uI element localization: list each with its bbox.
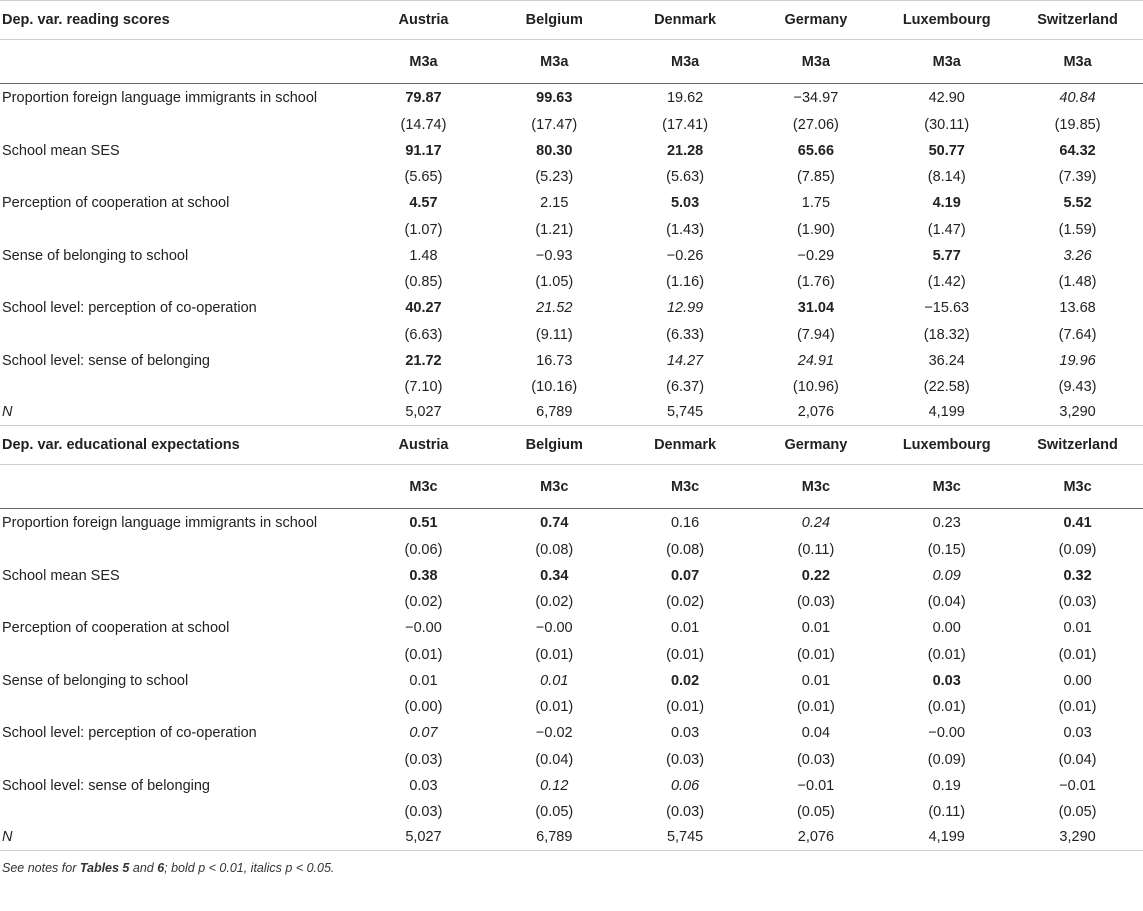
standard-error-cell: (0.11) bbox=[797, 541, 835, 558]
coefficient-cell: 91.17 bbox=[405, 142, 442, 159]
row-label: School mean SES bbox=[2, 567, 120, 584]
coefficient-cell: −34.97 bbox=[793, 90, 839, 107]
standard-error-cell: (0.03) bbox=[666, 751, 705, 768]
standard-error-cell: (7.39) bbox=[1058, 169, 1097, 185]
standard-error-cell: (1.47) bbox=[927, 221, 966, 238]
coefficient-cell: 5.03 bbox=[670, 195, 700, 212]
coefficient-cell: 0.12 bbox=[540, 777, 569, 794]
standard-error-cell: (18.32) bbox=[923, 326, 970, 343]
standard-error-cell: (6.37) bbox=[666, 379, 705, 395]
coefficient-cell: 2.15 bbox=[540, 195, 569, 212]
n-cell: 4,199 bbox=[881, 824, 1012, 851]
standard-error-cell: (7.64) bbox=[1058, 326, 1097, 343]
n-cell: 6,789 bbox=[489, 824, 620, 851]
country-header: Belgium bbox=[489, 426, 620, 465]
coefficient-cell: 0.38 bbox=[409, 567, 438, 584]
standard-error-cell: (0.15) bbox=[927, 541, 966, 558]
coefficient-cell: 24.91 bbox=[797, 352, 835, 369]
standard-error-cell: (1.59) bbox=[1058, 221, 1097, 238]
standard-error-cell: (8.14) bbox=[927, 169, 966, 185]
panel1-n-row bbox=[0, 399, 1143, 426]
coefficient-cell: 36.24 bbox=[928, 352, 965, 369]
standard-error-cell: (0.08) bbox=[535, 541, 574, 558]
table-row-se bbox=[0, 643, 1143, 667]
standard-error-cell: (1.43) bbox=[666, 221, 705, 238]
panel1-header-models bbox=[0, 40, 1143, 84]
standard-error-cell: (0.04) bbox=[535, 751, 574, 768]
coefficient-cell: 0.01 bbox=[801, 672, 831, 689]
footnote-mid: and bbox=[129, 861, 158, 875]
table-row-se bbox=[0, 748, 1143, 772]
standard-error-cell: (7.10) bbox=[404, 379, 443, 395]
coefficient-cell: 0.02 bbox=[670, 672, 700, 689]
se-label-spacer bbox=[0, 113, 358, 137]
n-cell: 5,745 bbox=[620, 399, 751, 426]
coefficient-cell: 0.03 bbox=[670, 725, 700, 742]
standard-error-cell: (0.05) bbox=[796, 804, 835, 820]
coefficient-cell: −0.26 bbox=[666, 247, 704, 264]
coefficient-cell: 13.68 bbox=[1059, 300, 1096, 317]
coefficient-cell: −0.01 bbox=[1059, 777, 1096, 794]
coefficient-cell: 5.77 bbox=[932, 247, 961, 264]
n-cell: 5,027 bbox=[358, 399, 489, 426]
se-label-spacer bbox=[0, 165, 358, 189]
n-cell: 4,199 bbox=[881, 399, 1012, 426]
table-row-se bbox=[0, 695, 1143, 719]
table-row bbox=[0, 84, 1143, 113]
table-row bbox=[0, 719, 1143, 748]
coefficient-cell: 0.19 bbox=[932, 777, 961, 794]
coefficient-cell: 1.75 bbox=[801, 195, 831, 212]
country-header: Switzerland bbox=[1012, 1, 1143, 40]
se-label-spacer bbox=[0, 218, 358, 242]
n-label: N bbox=[0, 399, 358, 426]
standard-error-cell: (0.08) bbox=[666, 541, 705, 558]
model-header: M3c bbox=[881, 465, 1012, 509]
country-header: Luxembourg bbox=[881, 1, 1012, 40]
coefficient-cell: 42.90 bbox=[928, 90, 965, 107]
coefficient-cell: 19.62 bbox=[666, 90, 704, 107]
coefficient-cell: 0.24 bbox=[801, 515, 831, 532]
coefficient-cell: 0.00 bbox=[1063, 672, 1092, 689]
coefficient-cell: 1.48 bbox=[409, 247, 438, 264]
standard-error-cell: (5.65) bbox=[404, 169, 443, 185]
se-label-spacer bbox=[0, 800, 358, 824]
se-label-spacer bbox=[0, 375, 358, 399]
table-row-se bbox=[0, 590, 1143, 614]
se-label-spacer bbox=[0, 538, 358, 562]
model-header: M3a bbox=[751, 40, 882, 84]
coefficient-cell: 64.32 bbox=[1059, 142, 1096, 159]
standard-error-cell: (1.07) bbox=[404, 221, 443, 238]
coefficient-cell: 0.51 bbox=[409, 515, 438, 532]
model-header: M3a bbox=[358, 40, 489, 84]
n-cell: 5,745 bbox=[620, 824, 751, 851]
coefficient-cell: 0.07 bbox=[670, 567, 700, 584]
standard-error-cell: (0.01) bbox=[1058, 699, 1097, 715]
standard-error-cell: (1.90) bbox=[796, 221, 835, 238]
coefficient-cell: −0.02 bbox=[535, 725, 573, 742]
se-label-spacer bbox=[0, 270, 358, 294]
n-cell: 2,076 bbox=[751, 399, 882, 426]
standard-error-cell: (0.02) bbox=[535, 594, 574, 610]
model-header: M3c bbox=[489, 465, 620, 509]
row-label: School level: perception of co-operation bbox=[2, 300, 257, 317]
standard-error-cell: (0.02) bbox=[666, 594, 705, 610]
standard-error-cell: (27.06) bbox=[792, 116, 839, 133]
table-row-se bbox=[0, 165, 1143, 189]
coefficient-cell: −0.00 bbox=[405, 620, 442, 637]
coefficient-cell: −0.29 bbox=[797, 247, 835, 264]
country-header: Denmark bbox=[620, 1, 751, 40]
n-label: N bbox=[0, 824, 358, 851]
table-row-se bbox=[0, 800, 1143, 824]
n-cell: 3,290 bbox=[1012, 399, 1143, 426]
coefficient-cell: 12.99 bbox=[666, 300, 704, 317]
standard-error-cell: (0.01) bbox=[796, 646, 835, 663]
table-row bbox=[0, 667, 1143, 696]
standard-error-cell: (6.33) bbox=[666, 326, 705, 343]
model-header: M3c bbox=[358, 465, 489, 509]
standard-error-cell: (0.11) bbox=[928, 804, 966, 820]
table-row bbox=[0, 242, 1143, 271]
coefficient-cell: 0.03 bbox=[932, 672, 961, 689]
country-header: Austria bbox=[358, 1, 489, 40]
coefficient-cell: −0.01 bbox=[797, 777, 835, 794]
model-header-spacer bbox=[0, 40, 358, 84]
table-row bbox=[0, 189, 1143, 218]
table-row bbox=[0, 614, 1143, 643]
coefficient-cell: 14.27 bbox=[666, 352, 704, 369]
row-label: Perception of cooperation at school bbox=[2, 195, 230, 212]
coefficient-cell: 0.22 bbox=[801, 567, 831, 584]
standard-error-cell: (0.01) bbox=[535, 646, 574, 663]
panel2-header-models bbox=[0, 465, 1143, 509]
panel1-title: Dep. var. reading scores bbox=[0, 1, 358, 40]
coefficient-cell: 31.04 bbox=[797, 300, 835, 317]
standard-error-cell: (0.03) bbox=[666, 804, 705, 820]
standard-error-cell: (1.48) bbox=[1058, 274, 1097, 290]
coefficient-cell: 80.30 bbox=[536, 142, 573, 159]
footnote-ref-table6[interactable]: 6 bbox=[157, 861, 165, 875]
standard-error-cell: (0.06) bbox=[404, 541, 443, 558]
standard-error-cell: (0.03) bbox=[404, 804, 443, 820]
standard-error-cell: (0.04) bbox=[1058, 751, 1097, 768]
standard-error-cell: (0.85) bbox=[404, 274, 443, 290]
coefficient-cell: −0.00 bbox=[928, 725, 966, 742]
model-header: M3c bbox=[620, 465, 751, 509]
standard-error-cell: (0.05) bbox=[535, 804, 574, 820]
standard-error-cell: (0.00) bbox=[404, 699, 443, 715]
standard-error-cell: (17.47) bbox=[531, 116, 578, 133]
se-label-spacer bbox=[0, 748, 358, 772]
standard-error-cell: (7.94) bbox=[796, 326, 835, 343]
n-cell: 2,076 bbox=[751, 824, 882, 851]
coefficient-cell: 0.07 bbox=[409, 725, 438, 742]
standard-error-cell: (0.01) bbox=[666, 646, 705, 663]
coefficient-cell: 0.04 bbox=[801, 725, 831, 742]
standard-error-cell: (10.96) bbox=[792, 379, 839, 395]
coefficient-cell: 3.26 bbox=[1063, 247, 1092, 264]
model-header: M3c bbox=[1012, 465, 1143, 509]
model-header: M3c bbox=[751, 465, 882, 509]
coefficient-cell: 65.66 bbox=[797, 142, 835, 159]
coefficient-cell: 0.34 bbox=[540, 567, 569, 584]
country-header: Belgium bbox=[489, 1, 620, 40]
model-header: M3a bbox=[620, 40, 751, 84]
row-label: Sense of belonging to school bbox=[2, 672, 189, 689]
standard-error-cell: (0.01) bbox=[404, 646, 443, 663]
table-footnote bbox=[2, 861, 334, 875]
standard-error-cell: (0.01) bbox=[535, 699, 574, 715]
table-row-se bbox=[0, 538, 1143, 562]
standard-error-cell: (30.11) bbox=[924, 116, 970, 133]
table-row-se bbox=[0, 218, 1143, 242]
standard-error-cell: (10.16) bbox=[531, 379, 578, 395]
coefficient-cell: 0.03 bbox=[409, 777, 438, 794]
country-header: Denmark bbox=[620, 426, 751, 465]
standard-error-cell: (1.42) bbox=[927, 274, 966, 290]
table-row bbox=[0, 509, 1143, 538]
table-row bbox=[0, 294, 1143, 323]
country-header: Austria bbox=[358, 426, 489, 465]
row-label: School level: sense of belonging bbox=[2, 352, 210, 369]
standard-error-cell: (0.02) bbox=[404, 594, 443, 610]
coefficient-cell: 0.09 bbox=[932, 567, 961, 584]
se-label-spacer bbox=[0, 643, 358, 667]
standard-error-cell: (5.23) bbox=[535, 169, 574, 185]
country-header: Switzerland bbox=[1012, 426, 1143, 465]
coefficient-cell: 0.23 bbox=[932, 515, 961, 532]
coefficient-cell: 0.32 bbox=[1063, 567, 1092, 584]
standard-error-cell: (1.05) bbox=[535, 274, 574, 290]
coefficient-cell: 0.01 bbox=[801, 620, 831, 637]
country-header: Luxembourg bbox=[881, 426, 1012, 465]
standard-error-cell: (7.85) bbox=[796, 169, 835, 185]
coefficient-cell: 4.19 bbox=[932, 195, 961, 212]
table-row bbox=[0, 347, 1143, 376]
standard-error-cell: (5.63) bbox=[666, 169, 705, 185]
footnote-ref-table5[interactable]: Tables 5 bbox=[79, 861, 130, 875]
coefficient-cell: 99.63 bbox=[536, 90, 573, 107]
n-cell: 5,027 bbox=[358, 824, 489, 851]
standard-error-cell: (1.16) bbox=[666, 274, 705, 290]
country-header: Germany bbox=[751, 426, 882, 465]
coefficient-cell: −15.63 bbox=[924, 300, 970, 317]
standard-error-cell: (0.09) bbox=[1058, 541, 1097, 558]
coefficient-cell: 0.74 bbox=[540, 515, 569, 532]
row-label: Proportion foreign language immigrants in school bbox=[2, 515, 318, 532]
country-header: Germany bbox=[751, 1, 882, 40]
coefficient-cell: 4.57 bbox=[409, 195, 438, 212]
row-label: School level: sense of belonging bbox=[2, 777, 210, 794]
model-header-spacer bbox=[0, 465, 358, 509]
standard-error-cell: (0.01) bbox=[796, 699, 835, 715]
coefficient-cell: −0.00 bbox=[535, 620, 573, 637]
n-cell: 6,789 bbox=[489, 399, 620, 426]
row-label: School level: perception of co-operation bbox=[2, 725, 257, 742]
coefficient-cell: −0.93 bbox=[535, 247, 573, 264]
standard-error-cell: (0.01) bbox=[1058, 646, 1097, 663]
standard-error-cell: (0.01) bbox=[927, 646, 966, 663]
standard-error-cell: (6.63) bbox=[404, 326, 443, 343]
footnote-prefix: See notes for bbox=[2, 861, 80, 875]
standard-error-cell: (0.01) bbox=[927, 699, 966, 715]
coefficient-cell: 21.28 bbox=[666, 142, 704, 159]
model-header: M3a bbox=[1012, 40, 1143, 84]
coefficient-cell: 40.84 bbox=[1059, 90, 1096, 107]
standard-error-cell: (0.03) bbox=[796, 751, 835, 768]
standard-error-cell: (1.76) bbox=[796, 274, 835, 290]
se-label-spacer bbox=[0, 695, 358, 719]
coefficient-cell: 0.00 bbox=[932, 620, 961, 637]
se-label-spacer bbox=[0, 323, 358, 347]
row-label: Proportion foreign language immigrants in school bbox=[2, 90, 318, 107]
table-row bbox=[0, 562, 1143, 591]
coefficient-cell: 0.16 bbox=[670, 515, 700, 532]
coefficient-cell: 0.01 bbox=[540, 672, 569, 689]
coefficient-cell: 19.96 bbox=[1059, 352, 1096, 369]
coefficient-cell: 5.52 bbox=[1063, 195, 1092, 212]
se-label-spacer bbox=[0, 590, 358, 614]
panel2-title: Dep. var. educational expectations bbox=[0, 426, 358, 465]
table-row-se bbox=[0, 113, 1143, 137]
standard-error-cell: (0.03) bbox=[404, 751, 443, 768]
row-label: Perception of cooperation at school bbox=[2, 620, 230, 637]
table-row-se bbox=[0, 270, 1143, 294]
standard-error-cell: (0.03) bbox=[1058, 594, 1097, 610]
coefficient-cell: 0.01 bbox=[409, 672, 438, 689]
coefficient-cell: 0.03 bbox=[1063, 725, 1092, 742]
standard-error-cell: (1.21) bbox=[535, 221, 574, 238]
n-cell: 3,290 bbox=[1012, 824, 1143, 851]
panel2-header-countries bbox=[0, 426, 1143, 465]
standard-error-cell: (0.01) bbox=[666, 699, 705, 715]
model-header: M3a bbox=[881, 40, 1012, 84]
coefficient-cell: 79.87 bbox=[405, 90, 442, 107]
standard-error-cell: (0.09) bbox=[927, 751, 966, 768]
panel1-header-countries bbox=[0, 1, 1143, 40]
coefficient-cell: 21.52 bbox=[536, 300, 573, 317]
footnote-suffix: ; bold p < 0.01, italics p < 0.05. bbox=[164, 861, 335, 875]
table-row-se bbox=[0, 323, 1143, 347]
coefficient-cell: 21.72 bbox=[405, 352, 442, 369]
panel2-n-row bbox=[0, 824, 1143, 851]
coefficient-cell: 0.06 bbox=[670, 777, 700, 794]
standard-error-cell: (9.11) bbox=[535, 326, 573, 343]
coefficient-cell: 50.77 bbox=[928, 142, 965, 159]
coefficient-cell: 0.01 bbox=[1063, 620, 1092, 637]
standard-error-cell: (19.85) bbox=[1054, 116, 1101, 133]
row-label: School mean SES bbox=[2, 142, 120, 159]
coefficient-cell: 16.73 bbox=[536, 352, 573, 369]
coefficient-cell: 40.27 bbox=[405, 300, 442, 317]
model-header: M3a bbox=[489, 40, 620, 84]
standard-error-cell: (0.05) bbox=[1058, 804, 1097, 820]
table-row bbox=[0, 772, 1143, 801]
standard-error-cell: (0.03) bbox=[796, 594, 835, 610]
standard-error-cell: (9.43) bbox=[1058, 379, 1097, 395]
standard-error-cell: (14.74) bbox=[400, 116, 447, 133]
row-label: Sense of belonging to school bbox=[2, 247, 189, 264]
standard-error-cell: (0.04) bbox=[927, 594, 966, 610]
coefficient-cell: 0.41 bbox=[1063, 515, 1092, 532]
coefficient-cell: 0.01 bbox=[670, 620, 700, 637]
standard-error-cell: (22.58) bbox=[923, 379, 970, 395]
standard-error-cell: (17.41) bbox=[662, 116, 709, 133]
table-row bbox=[0, 137, 1143, 166]
table-row-se bbox=[0, 375, 1143, 399]
